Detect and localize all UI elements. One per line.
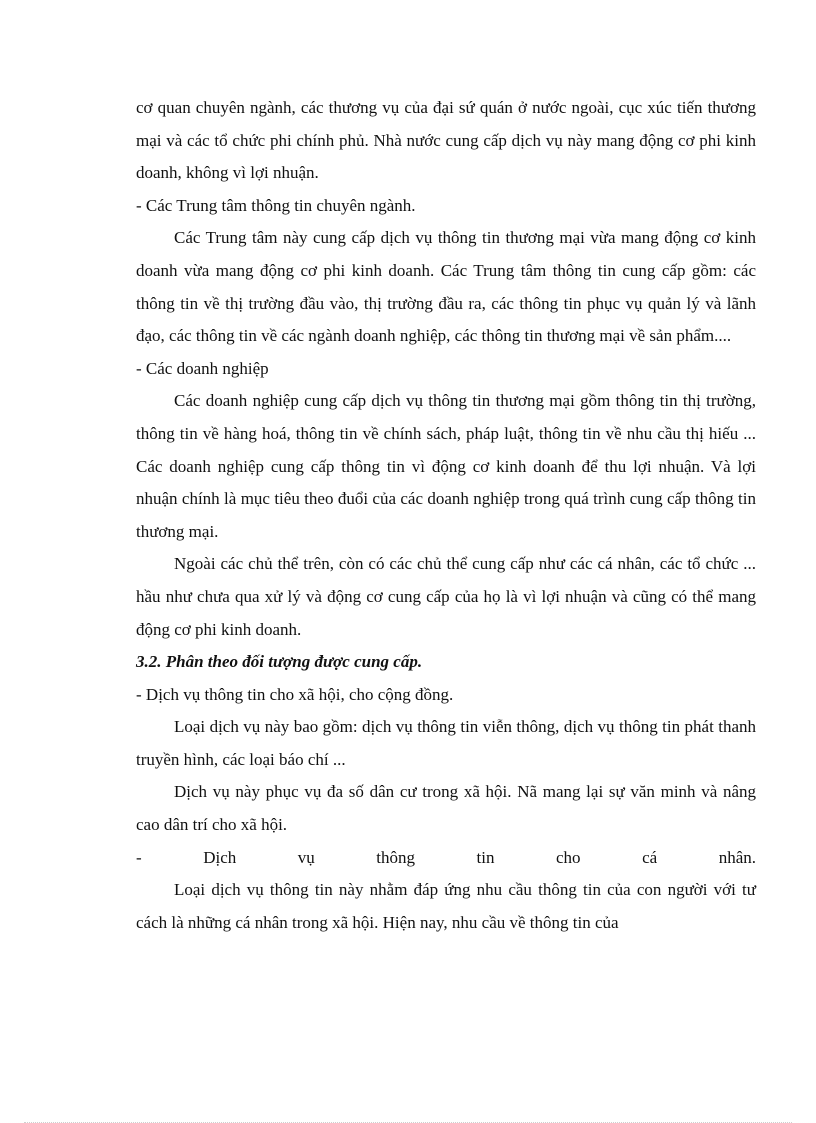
paragraph-continuation: cơ quan chuyên ngành, các thương vụ của đại sứ quán ở nước ngoài, cục xúc tiến thương mại và các tổ chức phi chính phủ. Nhà nước cung cấp dịch vụ này mang động cơ phi kinh doanh, không vì lợi nhuận. (136, 98, 756, 183)
paragraph-society-types: Loại dịch vụ này bao gồm: dịch vụ thông tin viễn thông, dịch vụ thông tin phát thanh truyền hình, các loại báo chí ... (136, 717, 756, 769)
document-body (136, 92, 756, 939)
bullet-individual-services: - Dịch vụ thông tin cho cá nhân. (136, 847, 756, 867)
paragraph-individual: Loại dịch vụ thông tin này nhằm đáp ứng nhu cầu thông tin của con người với tư cách là những cá nhân trong xã hội. Hiện nay, nhu cầu về thông tin của (136, 880, 756, 932)
section-heading: 3.2. Phân theo đối tượng được cung cấp. (136, 652, 423, 672)
bullet-enterprises: - Các doanh nghiệp (136, 358, 269, 378)
bullet-society-services: - Dịch vụ thông tin cho xã hội, cho cộng đồng. (136, 684, 454, 704)
bullet-specialized-centers: - Các Trung tâm thông tin chuyên ngành. (136, 195, 416, 215)
paragraph-society-benefits: Dịch vụ này phục vụ đa số dân cư trong xã hội. Nã mang lại sự văn minh và nâng cao dân trí cho xã hội. (136, 782, 756, 835)
paragraph-enterprises: Các doanh nghiệp cung cấp dịch vụ thông tin thương mại gồm thông tin thị trường, thông tin về hàng hoá, thông tin về chính sách, pháp luật, thông tin về nhu cầu thị hiếu ... Các doanh nghiệp cung cấp thông tin vì động cơ kinh doanh để thu lợi nhuận. Và lợi nhuận chính là mục tiêu theo đuổi của các doanh nghiệp trong quá trình cung cấp thông tin thương mại. (136, 391, 756, 541)
paragraph-other-subjects: Ngoài các chủ thể trên, còn có các chủ thể cung cấp như các cá nhân, các tổ chức ... hầu như chưa qua xử lý và động cơ cung cấp của họ là vì lợi nhuận và cũng có thể mang động cơ phi kinh doanh. (136, 554, 756, 639)
paragraph-centers: Các Trung tâm này cung cấp dịch vụ thông tin thương mại vừa mang động cơ kinh doanh vừa mang động cơ phi kinh doanh. Các Trung tâm thông tin cung cấp gồm: các thông tin về thị trường đầu vào, thị trường đầu ra, các thông tin phục vụ quản lý và lãnh đạo, các thông tin về các ngành doanh nghiệp, các thông tin thương mại về sản phẩm.... (136, 228, 756, 346)
